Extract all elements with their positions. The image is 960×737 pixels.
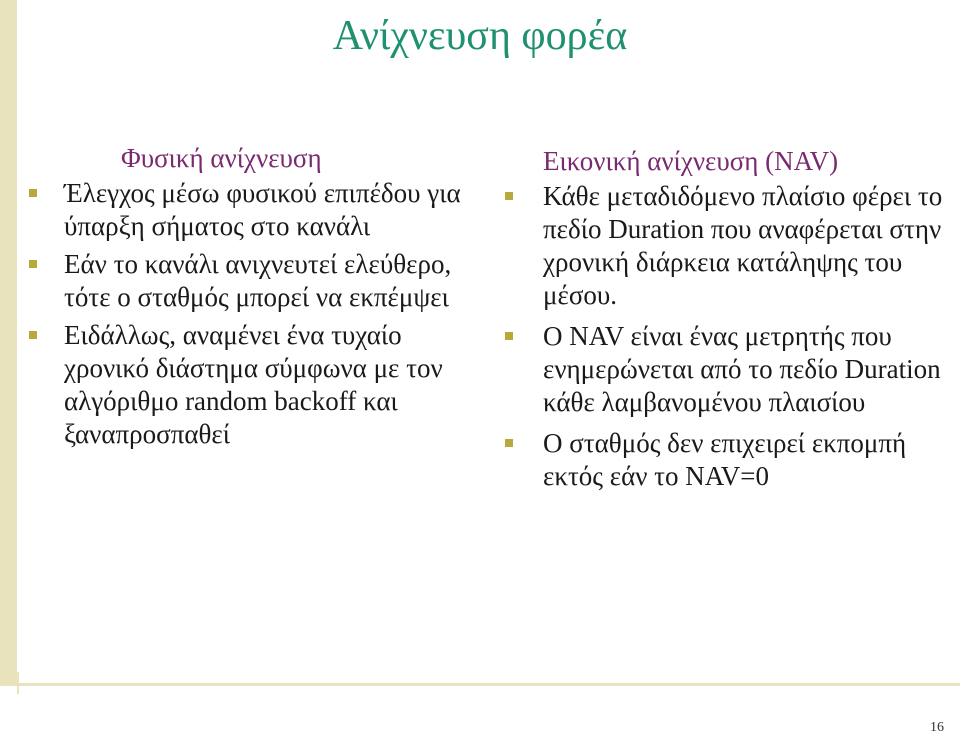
virtual-sensing-column	[503, 145, 958, 501]
list-item-text: Έλεγχος μέσω φυσικού επιπέδου για ύπαρξη σήματος στο κανάλι	[64, 178, 461, 241]
square-bullet-icon	[29, 331, 37, 339]
physical-sensing-heading: Φυσική ανίχνευση	[121, 143, 322, 173]
list-item-text: Ο σταθμός δεν επιχειρεί εκπομπή εκτός εάν το NAV=0	[543, 428, 907, 491]
square-bullet-icon	[505, 192, 513, 200]
physical-sensing-column	[27, 142, 467, 456]
list-item	[27, 319, 467, 451]
list-item	[503, 180, 958, 312]
square-bullet-icon	[505, 332, 513, 340]
list-item-text: Ειδάλλως, αναμένει ένα τυχαίο χρονικό διάστημα σύμφωνα με τον αλγόριθμο random backoff και ξαναπροσπαθεί	[64, 320, 443, 449]
physical-sensing-list	[27, 177, 467, 451]
bottom-rule	[0, 683, 960, 686]
list-item-text: Ο NAV είναι ένας μετρητής που ενημερώνεται από το πεδίο Duration κάθε λαμβανομένου πλαισίου	[543, 321, 941, 417]
list-item-text: Κάθε μεταδιδόμενο πλαίσιο φέρει το πεδίο Duration που αναφέρεται στην χρονική διάρκεια κατάληψης του μέσου.	[543, 181, 943, 310]
list-item	[503, 427, 958, 493]
list-item-text: Εάν το κανάλι ανιχνευτεί ελεύθερο, τότε ο σταθμός μπορεί να εκπέμψει	[64, 249, 452, 312]
bottom-tick	[17, 672, 19, 694]
square-bullet-icon	[29, 260, 37, 268]
slide-title: Ανίχνευση φορέα	[332, 13, 628, 59]
list-item	[27, 248, 467, 314]
virtual-sensing-heading: Εικονική ανίχνευση (NAV)	[543, 146, 839, 176]
list-item	[27, 177, 467, 243]
virtual-sensing-list	[503, 180, 958, 493]
left-decor-bar	[0, 0, 17, 683]
square-bullet-icon	[505, 439, 513, 447]
page-number: 16	[930, 720, 944, 735]
square-bullet-icon	[29, 189, 37, 197]
list-item	[503, 320, 958, 419]
